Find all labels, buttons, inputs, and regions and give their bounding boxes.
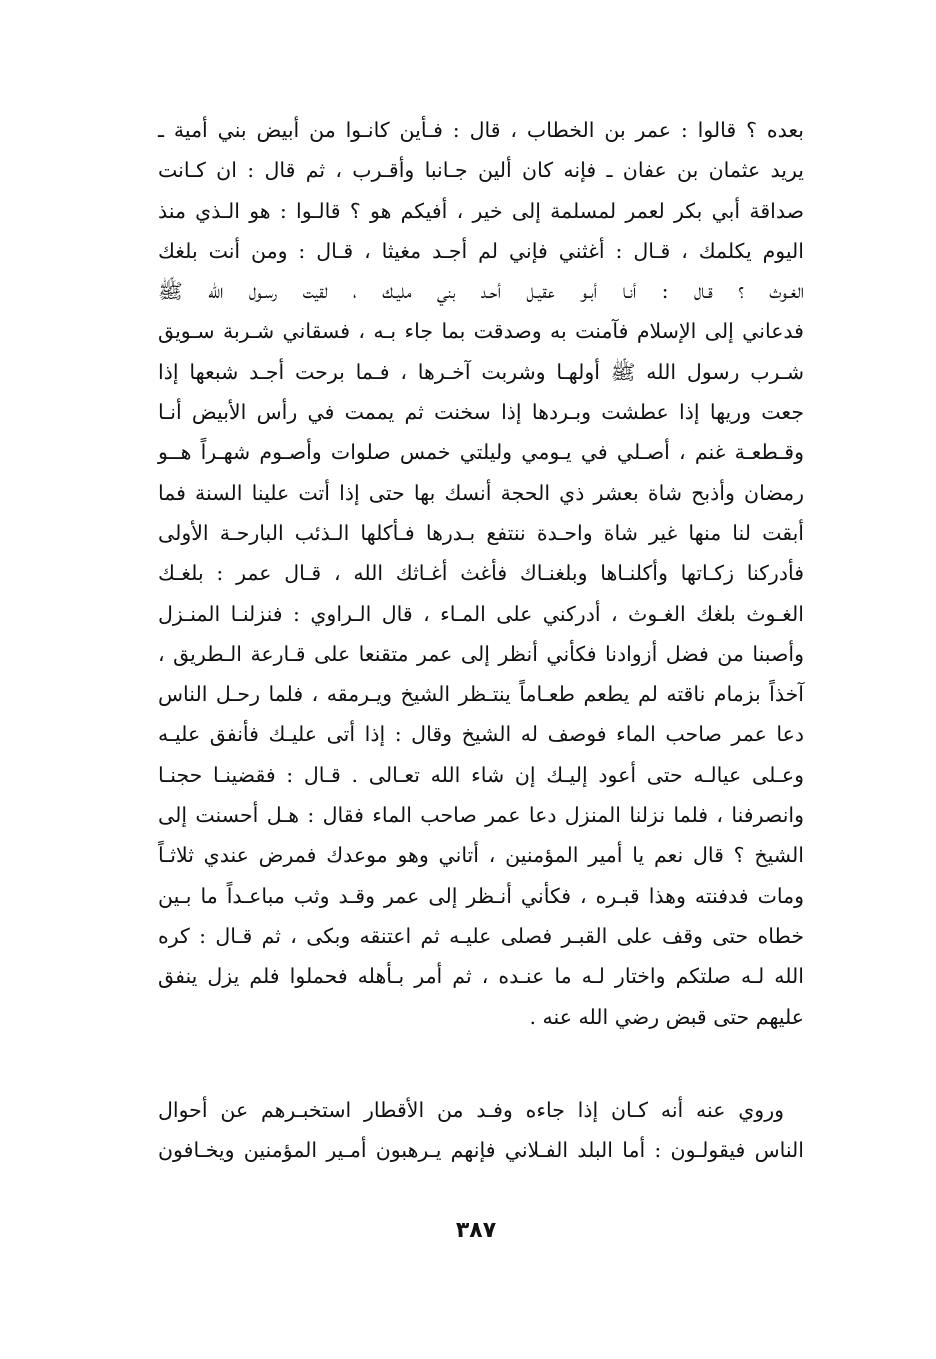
text-line: آخذاً بزمام ناقته لم يطعم طعـاماً ينتـظر الشيخ ويـرمقه ، فلما رحـل الناس [158, 682, 804, 707]
text-line: اليوم يكلمك ، قـال : أغثني فإني لم أجـد مغيثا ، قـال : ومن أنت بلغك [158, 238, 804, 263]
text-line: ومات فدفنته وهذا قبـره ، فكأني أنـظر إلى عمر وقـد وثب مباعـداً ما بـين [158, 883, 804, 908]
text-line: صداقة أبي بكر لعمر لمسلمة إلى خير ، أفيكم هو ؟ قالـوا : هو الـذي منذ [158, 198, 804, 223]
text-line: رمضان وأذبح شاة بعشر ذي الحجة أنسك بها حتى إذا أتت علينا السنة فما [158, 480, 804, 505]
text-line: جعت وريها إذا عطشت وبـردها إذا سخنت ثم يممت في رأس الأبيض أنـا [158, 400, 804, 425]
text-line: وروي عنه أنه كـان إذا جاءه وفـد من الأقطار استخبـرهم عن أحوال [158, 1098, 784, 1122]
main-paragraph [158, 110, 804, 1037]
text-line: خطاه حتى وقف على القبـر فصلى عليـه ثم اعتنقه وبكى ، ثم قـال : كره [158, 923, 804, 948]
text-line: وانصرفنا ، فلما نزلنا المنزل دعا عمر صاحب الماء فقال : هـل أحسنت إلى [158, 803, 804, 828]
text-line: شـرب رسول الله ﷺ أولهـا وشربت آخـرها ، فـما برحت أجـد شبعها إذا [158, 359, 804, 384]
page-number: ٣٨٧ [455, 1218, 497, 1243]
text-line: الغـوث ؟ قـال : أنـا أبـو عقيـل أحـد بني مليـك ، لقيت رسـول الله ﷺ [158, 279, 804, 304]
text-line: الشيخ ؟ قال نعم يا أمير المؤمنين ، أتاني وهو موعدك فمرض عندي ثلاثـاً [158, 843, 804, 868]
text-line: أبقت لنا منها غير شاة واحـدة ننتفع بـدرها فـأكلها الـذئب البارحـة الأولى [158, 520, 804, 545]
text-line: وقـطعـة غنم ، أصـلي في يـومي وليلتي خمس صلوات وأصـوم شهـراً هــو [158, 440, 804, 465]
text-line: بعده ؟ قالوا : عمر بن الخطاب ، قال : فـأين كانـوا من أبيض بني أمية ـ [158, 118, 804, 142]
text-line: دعا عمر صاحب الماء فوصف له الشيخ وقال : إذا أتى عليـك فأنفق عليـه [158, 722, 804, 747]
text-line: فأدركنا زكـاتها وأكلنـاها وبلغنـاك فأغث أغـاثك الله ، قـال عمر : بلغـك [158, 561, 804, 586]
text-line: عليهم حتى قبض رضي الله عنه . [529, 1004, 804, 1029]
text-line: وعـلى عيالـه حتى أعود إليـك إن شاء الله تعـالى . قـال : فقضينـا حجنـا [158, 762, 804, 787]
text-line: الناس فيقولـون : أما البلد الفـلاني فإنهم يـرهبون أمـير المؤمنين ويخـافون [158, 1138, 804, 1163]
text-line: الغـوث بلغك الغـوث ، أدركني على المـاء ، قال الـراوي : فنزلنـا المنـزل [158, 601, 804, 626]
second-paragraph [158, 1090, 804, 1171]
text-line: الله لـه صلتكم واختار لـه ما عنـده ، ثم أمر بـأهله فحملوا فلم يزل ينفق [158, 964, 804, 989]
text-line: يريد عثمان بن عفان ـ فإنه كان ألين جـانبا وأقـرب ، ثم قال : ان كـانت [158, 158, 804, 183]
text-line: وأصبنا من فضل أزوادنا فكأني أنظر إلى عمر متقنعا على قـارعة الـطريق ، [158, 641, 804, 666]
text-line: فدعاني إلى الإسلام فآمنت به وصدقت بما جاء بـه ، فسقاني شـربة سـويق [158, 319, 804, 344]
